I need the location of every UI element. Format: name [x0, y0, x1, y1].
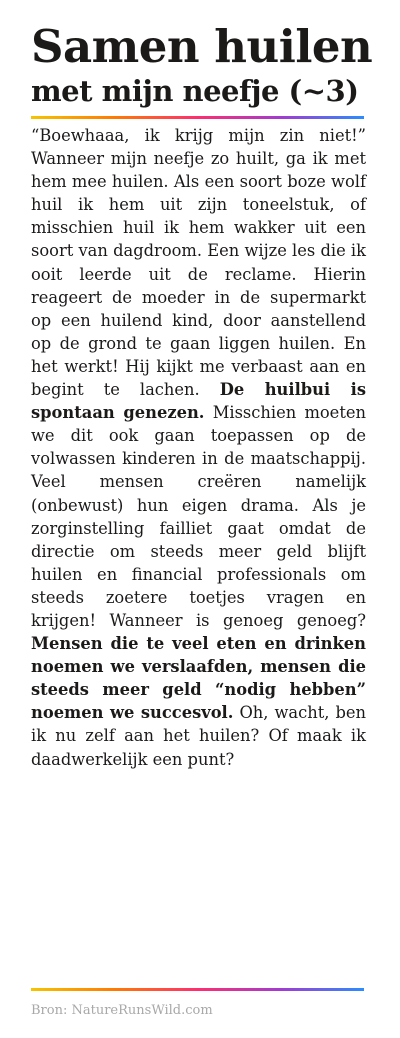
body-paragraph-3: Oh, wacht, ben ik nu zelf aan het huilen? Of maak ik daadwerkelijk een punt? [31, 703, 366, 769]
top-gradient-rule [31, 116, 364, 119]
bottom-gradient-rule [31, 988, 364, 991]
article-body [31, 124, 366, 771]
body-paragraph-1: “Boewhaaa, ik krijg mijn zin niet!” Wanneer mijn neefje zo huilt, ga ik met hem mee huilen. Als een soort boze wolf huil ik hem uit zijn toneelstuk, of misschien huil ik hem wakker uit een soort van dagdroom. Een wijze les die ik ooit leerde uit de reclame. Hierin reageert de moeder in de supermarkt op een huilend kind, door aanstellend op de grond te gaan liggen huilen. En het werkt! Hij kijkt me verbaast aan en begint te lachen. [31, 126, 366, 400]
article-title [31, 22, 376, 108]
title-line-2: met mijn neefje (~3) [31, 74, 359, 108]
body-paragraph-2: Misschien moeten we dit ook gaan toepassen op de volwassen kinderen in de maatschappij. Veel mensen creëren namelijk (onbewust) hun eigen drama. Als je zorginstelling failliet gaat omdat de directie om steeds meer geld blijft huilen en financial professionals om steeds zoetere toetjes vragen en krijgen! Wanneer is genoeg genoeg? [31, 403, 366, 630]
source-credit: Bron: NatureRunsWild.com [31, 1003, 213, 1018]
bold-statement-1: De huilbui is spontaan genezen. [31, 380, 367, 423]
title-line-1: Samen huilen [31, 20, 373, 73]
bold-statement-2: Mensen die te veel eten en drinken noemen we verslaafden, mensen die steeds meer geld “nodig hebben” noemen we succesvol. [31, 634, 366, 723]
